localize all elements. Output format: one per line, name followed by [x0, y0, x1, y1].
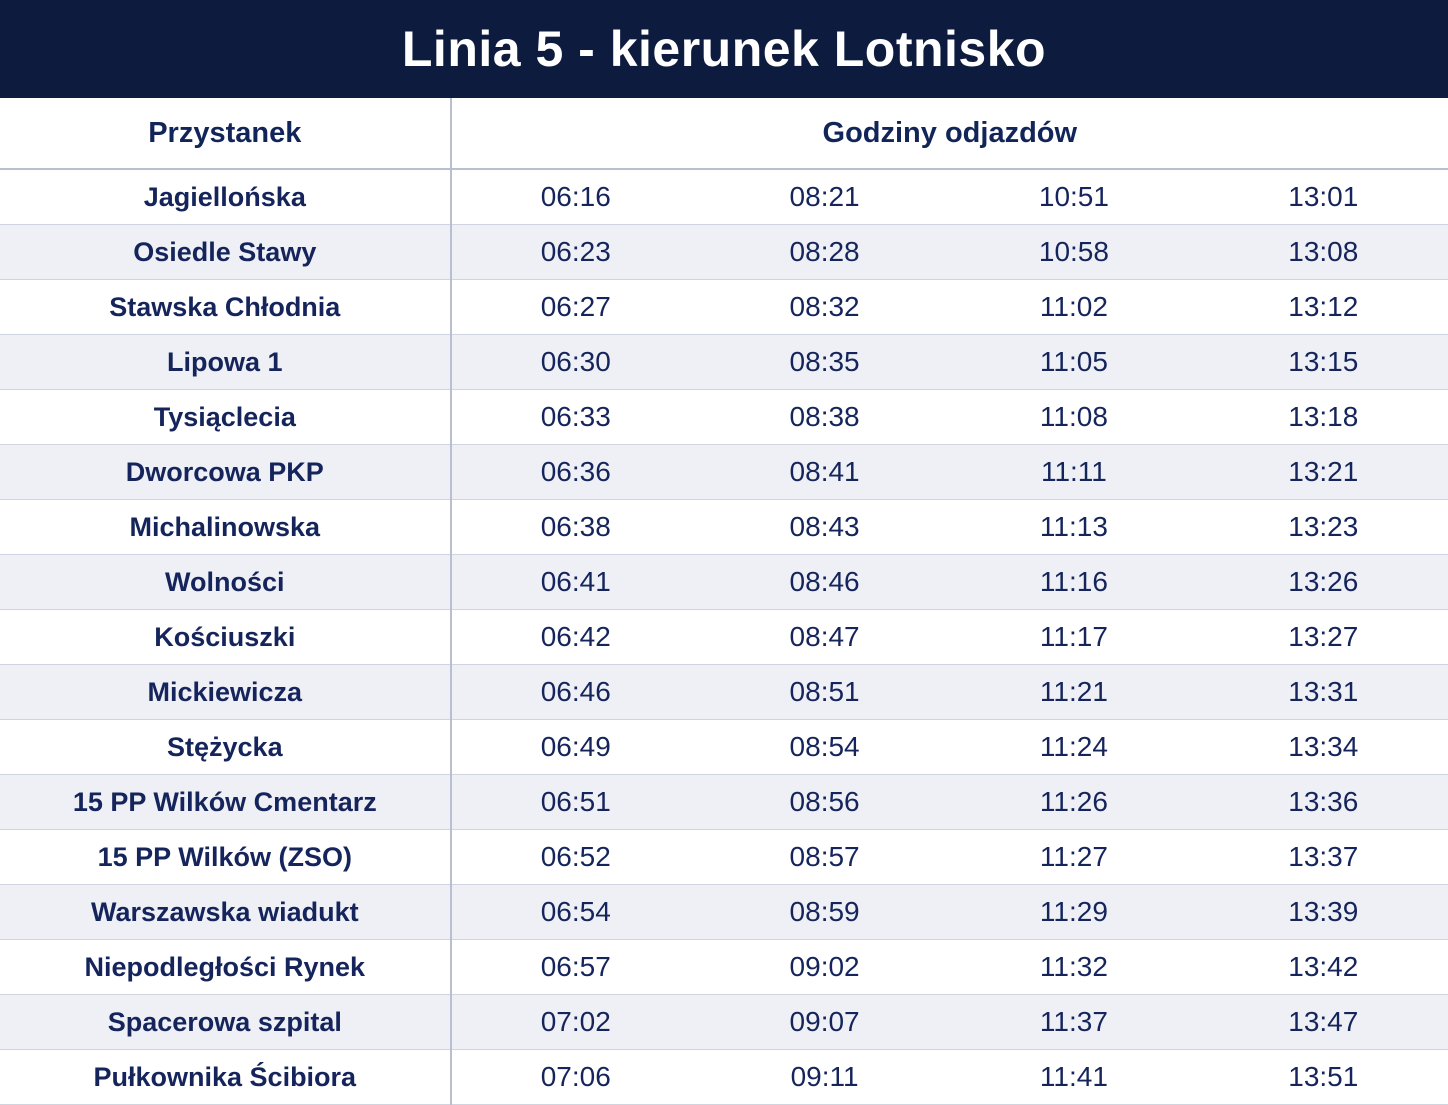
departure-time-cell: 09:02 — [700, 940, 949, 995]
departure-time-cell: 13:36 — [1199, 775, 1448, 830]
departure-time-cell: 11:13 — [949, 500, 1198, 555]
departure-time-cell: 08:46 — [700, 555, 949, 610]
departure-time-cell: 11:11 — [949, 445, 1198, 500]
stop-name-cell: Tysiąclecia — [0, 390, 451, 445]
departure-time-cell: 08:28 — [700, 225, 949, 280]
departure-time-cell: 11:41 — [949, 1050, 1198, 1105]
stop-name-cell: 15 PP Wilków (ZSO) — [0, 830, 451, 885]
table-row — [0, 555, 1448, 610]
stop-name-cell: Warszawska wiadukt — [0, 885, 451, 940]
stop-name-cell: Dworcowa PKP — [0, 445, 451, 500]
departures-table — [0, 98, 1448, 1105]
stop-name-cell: Niepodległości Rynek — [0, 940, 451, 995]
page-title: Linia 5 - kierunek Lotnisko — [401, 21, 1047, 77]
departure-time-cell: 13:34 — [1199, 720, 1448, 775]
departure-time-cell: 08:51 — [700, 665, 949, 720]
departure-time-cell: 11:37 — [949, 995, 1198, 1050]
departure-time-cell: 06:49 — [451, 720, 700, 775]
departure-time-cell: 11:26 — [949, 775, 1198, 830]
departure-time-cell: 06:46 — [451, 665, 700, 720]
departure-time-cell: 08:47 — [700, 610, 949, 665]
departure-time-cell: 13:31 — [1199, 665, 1448, 720]
departure-time-cell: 06:41 — [451, 555, 700, 610]
departure-time-cell: 06:36 — [451, 445, 700, 500]
departure-time-cell: 06:52 — [451, 830, 700, 885]
departure-time-cell: 10:51 — [949, 169, 1198, 225]
departure-time-cell: 08:21 — [700, 169, 949, 225]
stop-name-cell: Stawska Chłodnia — [0, 280, 451, 335]
departure-time-cell: 06:38 — [451, 500, 700, 555]
departure-time-cell: 13:01 — [1199, 169, 1448, 225]
table-row — [0, 390, 1448, 445]
departure-time-cell: 08:43 — [700, 500, 949, 555]
departure-time-cell: 11:08 — [949, 390, 1198, 445]
departure-time-cell: 13:21 — [1199, 445, 1448, 500]
departure-time-cell: 06:51 — [451, 775, 700, 830]
table-row — [0, 720, 1448, 775]
departure-time-cell: 11:24 — [949, 720, 1198, 775]
departure-time-cell: 11:05 — [949, 335, 1198, 390]
stop-name-cell: Jagiellońska — [0, 169, 451, 225]
table-row — [0, 885, 1448, 940]
stop-name-cell: Kościuszki — [0, 610, 451, 665]
departure-time-cell: 08:38 — [700, 390, 949, 445]
table-row — [0, 775, 1448, 830]
departure-time-cell: 09:11 — [700, 1050, 949, 1105]
departure-time-cell: 11:02 — [949, 280, 1198, 335]
table-row — [0, 1050, 1448, 1105]
departure-time-cell: 06:57 — [451, 940, 700, 995]
table-row — [0, 940, 1448, 995]
departure-time-cell: 06:54 — [451, 885, 700, 940]
departure-time-cell: 13:15 — [1199, 335, 1448, 390]
stop-name-cell: Michalinowska — [0, 500, 451, 555]
departure-time-cell: 08:41 — [700, 445, 949, 500]
table-row — [0, 610, 1448, 665]
table-row — [0, 225, 1448, 280]
table-body — [0, 169, 1448, 1105]
table-row — [0, 169, 1448, 225]
column-header-departure-times: Godziny odjazdów — [451, 98, 1448, 169]
stop-name-cell: 15 PP Wilków Cmentarz — [0, 775, 451, 830]
table-header — [0, 98, 1448, 169]
timetable-banner — [0, 0, 1448, 98]
departure-time-cell: 08:56 — [700, 775, 949, 830]
table-header-row — [0, 98, 1448, 169]
departure-time-cell: 07:02 — [451, 995, 700, 1050]
departure-time-cell: 06:33 — [451, 390, 700, 445]
departure-time-cell: 06:23 — [451, 225, 700, 280]
departure-time-cell: 08:59 — [700, 885, 949, 940]
stop-name-cell: Mickiewicza — [0, 665, 451, 720]
stop-name-cell: Lipowa 1 — [0, 335, 451, 390]
departure-time-cell: 06:30 — [451, 335, 700, 390]
departure-time-cell: 06:16 — [451, 169, 700, 225]
departure-time-cell: 08:35 — [700, 335, 949, 390]
column-header-stop: Przystanek — [0, 98, 451, 169]
departure-time-cell: 10:58 — [949, 225, 1198, 280]
stop-name-cell: Spacerowa szpital — [0, 995, 451, 1050]
departure-time-cell: 13:23 — [1199, 500, 1448, 555]
departure-time-cell: 11:27 — [949, 830, 1198, 885]
departure-time-cell: 11:32 — [949, 940, 1198, 995]
departure-time-cell: 13:39 — [1199, 885, 1448, 940]
table-row — [0, 335, 1448, 390]
departure-time-cell: 11:29 — [949, 885, 1198, 940]
departure-time-cell: 13:08 — [1199, 225, 1448, 280]
departure-time-cell: 11:17 — [949, 610, 1198, 665]
table-row — [0, 280, 1448, 335]
table-row — [0, 500, 1448, 555]
table-row — [0, 995, 1448, 1050]
departure-time-cell: 13:47 — [1199, 995, 1448, 1050]
departure-time-cell: 08:54 — [700, 720, 949, 775]
departure-time-cell: 07:06 — [451, 1050, 700, 1105]
table-row — [0, 830, 1448, 885]
departure-time-cell: 13:37 — [1199, 830, 1448, 885]
departure-time-cell: 08:32 — [700, 280, 949, 335]
stop-name-cell: Pułkownika Ścibiora — [0, 1050, 451, 1105]
departure-time-cell: 09:07 — [700, 995, 949, 1050]
table-row — [0, 445, 1448, 500]
departure-time-cell: 13:12 — [1199, 280, 1448, 335]
stop-name-cell: Osiedle Stawy — [0, 225, 451, 280]
stop-name-cell: Stężycka — [0, 720, 451, 775]
departure-time-cell: 06:42 — [451, 610, 700, 665]
departure-time-cell: 13:27 — [1199, 610, 1448, 665]
departure-time-cell: 11:16 — [949, 555, 1198, 610]
departure-time-cell: 13:51 — [1199, 1050, 1448, 1105]
departure-time-cell: 08:57 — [700, 830, 949, 885]
departure-time-cell: 11:21 — [949, 665, 1198, 720]
departure-time-cell: 13:26 — [1199, 555, 1448, 610]
departure-time-cell: 13:42 — [1199, 940, 1448, 995]
departure-time-cell: 13:18 — [1199, 390, 1448, 445]
table-row — [0, 665, 1448, 720]
departure-time-cell: 06:27 — [451, 280, 700, 335]
stop-name-cell: Wolności — [0, 555, 451, 610]
